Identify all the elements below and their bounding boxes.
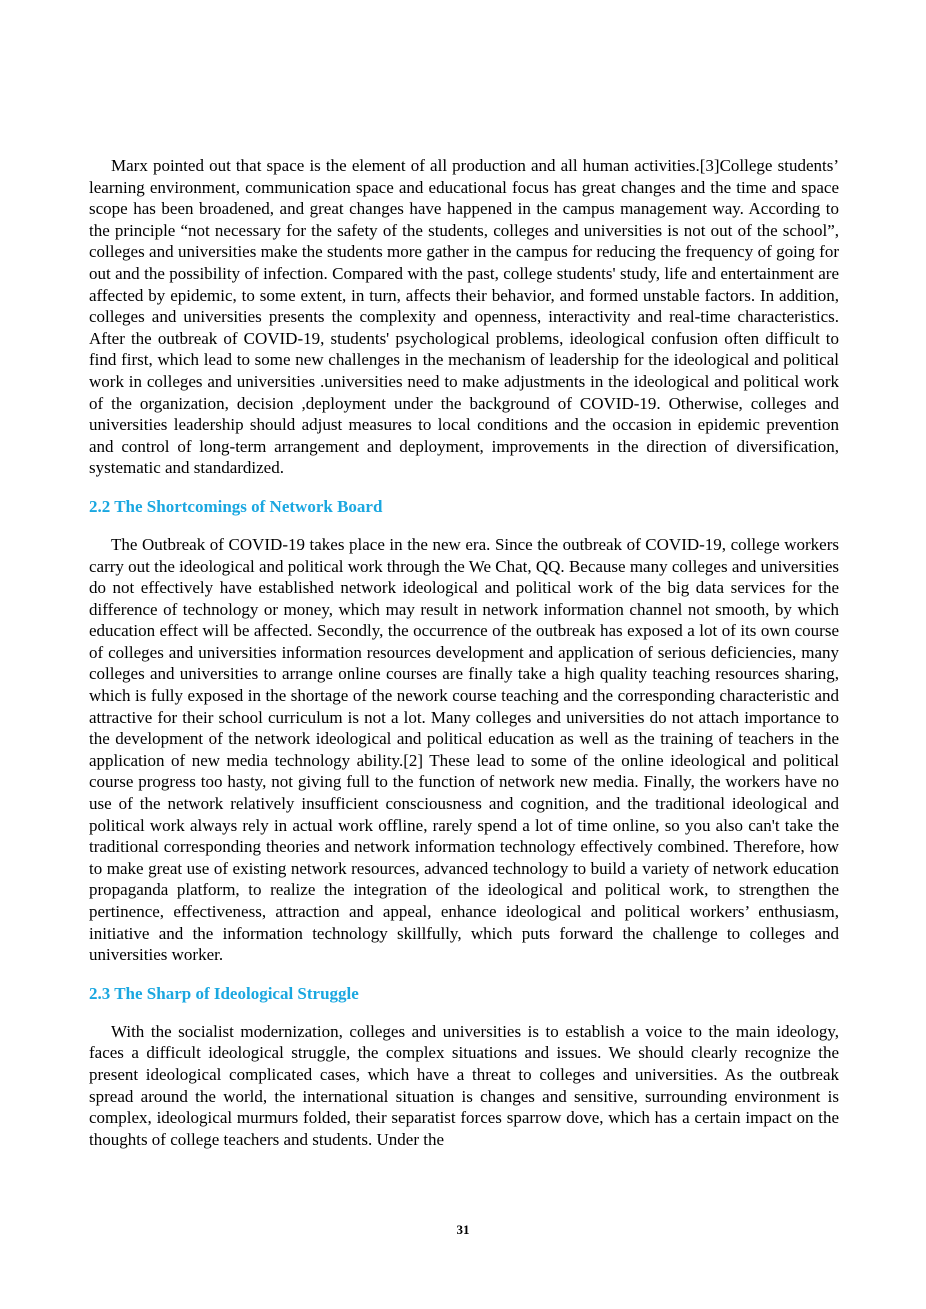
paragraph-network-board: The Outbreak of COVID-19 takes place in the new era. Since the outbreak of COVID-19, college workers carry out the ideological and political work through the We Chat, QQ. Because many colleges and universities do not effectively have established network ideological and political work of the big data services for the difference of technology or money, which may result in network information channel not smooth, by which education effect will be affected. Secondly, the occurrence of the outbreak has exposed a lot of its own course of colleges and universities information resources development and application of serious deficiencies, many colleges and universities to arrange online courses are finally take a high quality teaching resources sharing, which is fully exposed in the shortage of the nework course teaching and the corresponding characteristic and attractive for their school curriculum is not a lot. Many colleges and universities do not attach importance to the development of the network ideological and political education as well as the training of teachers in the application of new media technology ability.[2] These lead to some of the online ideological and political course progress too hasty, not giving full to the function of network new media. Finally, the workers have no use of the network relatively insufficient consciousness and cognition, and the traditional ideological and political work always rely in actual work offline, rarely spend a lot of time online, so you also can't take the traditional corresponding theories and network information technology effectively combined. Therefore, how to make great use of existing network resources, advanced technology to build a variety of network education propaganda platform, to realize the integration of the ideological and political work, to strengthen the pertinence, effectiveness, attraction and appeal, enhance ideological and political workers’ enthusiasm, initiative and the information technology skillfully, which puts forward the challenge to colleges and universities worker.: [89, 534, 839, 965]
section-heading-2-2: 2.2 The Shortcomings of Network Board: [89, 496, 383, 516]
paragraph-ideological-struggle: With the socialist modernization, colleges and universities is to establish a voice to the main ideology, faces a difficult ideological struggle, the complex situations and issues. We should clearly recognize the present ideological complicated cases, which have a threat to colleges and universities. As the outbreak spread around the world, the international situation is changes and sensitive, surrounding environment is complex, ideological murmurs folded, their separatist forces sparrow dove, which has a certain impact on the thoughts of college teachers and students. Under the: [89, 1021, 839, 1149]
section-heading-2-3: 2.3 The Sharp of Ideological Struggle: [89, 983, 359, 1003]
page-number: 31: [456, 1222, 470, 1237]
paragraph-space-element: Marx pointed out that space is the element of all production and all human activities.[3]College students’ learning environment, communication space and educational focus has great changes and the time and space scope has been broadened, and great changes have happened in the campus management way. According to the principle “not necessary for the safety of the students, colleges and universities is not out of the school”, colleges and universities make the students more gather in the campus for reducing the frequency of going for out and the possibility of infection. Compared with the past, college students' study, life and entertainment are affected by epidemic, to some extent, in turn, affects their behavior, and formed unstable factors. In addition, colleges and universities presents the complexity and openness, interactivity and real-time characteristics. After the outbreak of COVID-19, students' psychological problems, ideological confusion often difficult to find first, which lead to some new challenges in the mechanism of leadership for the ideological and political work in colleges and universities .universities need to make adjustments in the ideological and political work of the organization, decision ,deployment under the background of COVID-19. Otherwise, colleges and universities leadership should adjust measures to local conditions and the occasion in epidemic prevention and control of long-term arrangement and deployment, improvements in the direction of diversification, systematic and standardized.: [89, 156, 839, 478]
page-body: [89, 155, 839, 1150]
